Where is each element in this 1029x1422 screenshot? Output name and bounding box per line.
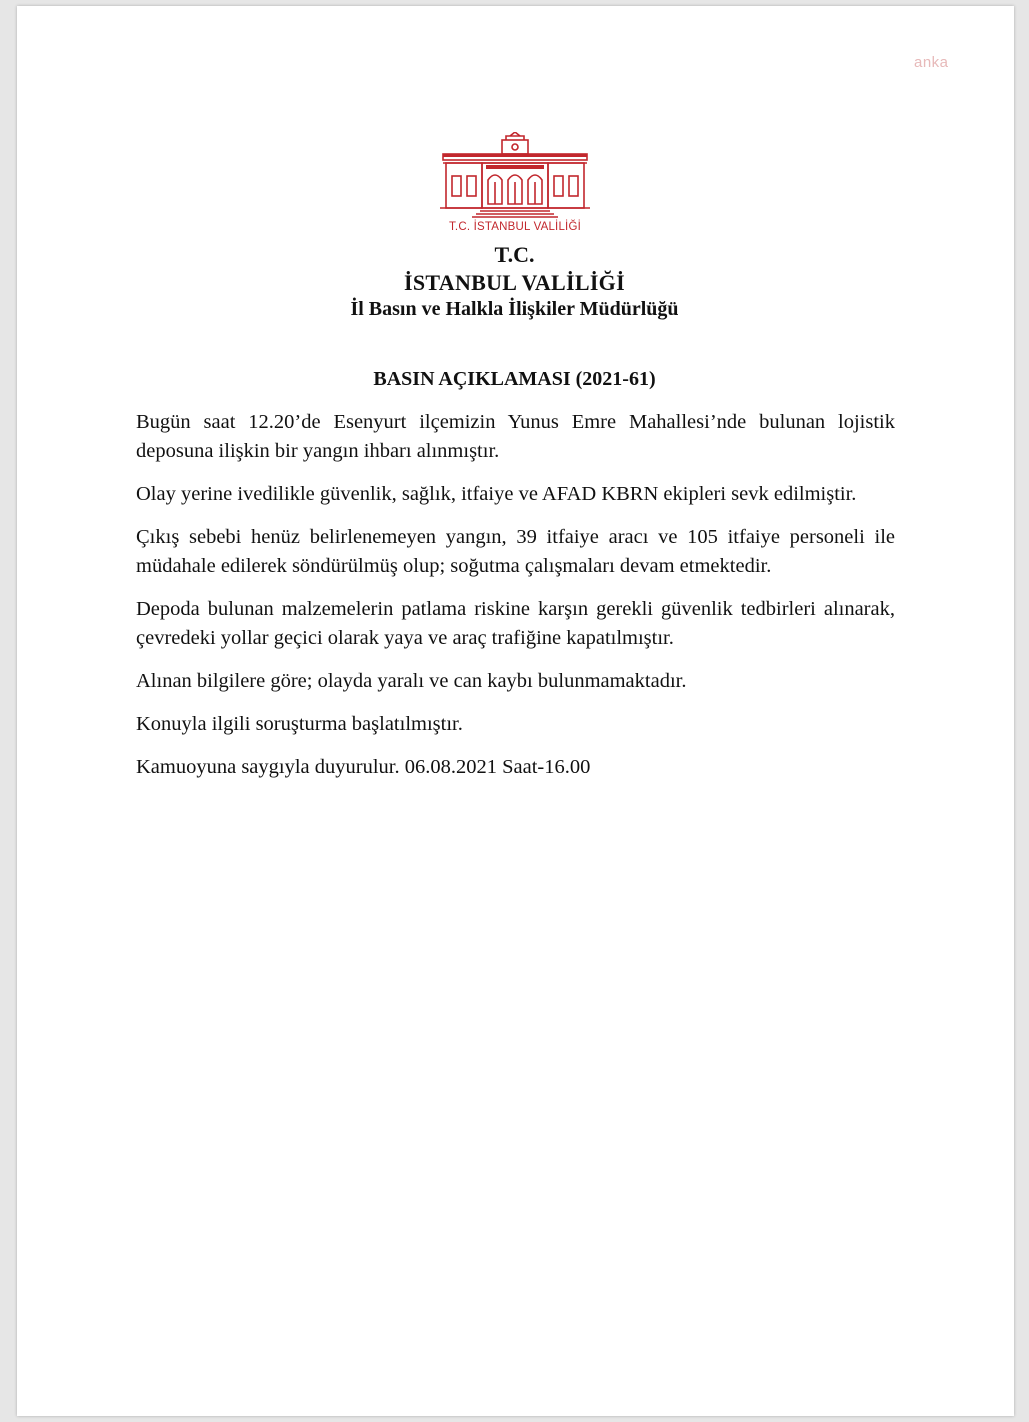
press-release-body	[136, 408, 895, 796]
press-release-title: BASIN AÇIKLAMASI (2021-61)	[373, 368, 656, 390]
governorship-building-icon	[440, 132, 590, 220]
header-tc: T.C.	[494, 242, 535, 267]
header-governorship: İSTANBUL VALİLİĞİ	[404, 270, 625, 295]
paragraph-5: Alınan bilgilere göre; olayda yaralı ve can kaybı bulunmamaktadır.	[136, 670, 687, 692]
logo-caption: T.C. İSTANBUL VALİLİĞİ	[448, 221, 581, 233]
watermark-text: anka	[914, 54, 949, 71]
governorship-logo	[440, 132, 590, 238]
paragraph-6: Konuyla ilgili soruşturma başlatılmıştır.	[136, 713, 463, 735]
paragraph-1: Bugün saat 12.20’de Esenyurt ilçemizin Yunus Emre Mahallesi’nde bulunan lojistik deposuna ilişkin bir yangın ihbarı alınmıştır.	[136, 411, 895, 462]
paragraph-7: Kamuoyuna saygıyla duyurulur. 06.08.2021 Saat-16.00	[136, 756, 591, 778]
paragraph-4: Depoda bulunan malzemelerin patlama riskine karşın gerekli güvenlik tedbirleri alınarak, çevredeki yollar geçici olarak yaya ve araç trafiğine kapatılmıştır.	[136, 598, 895, 649]
header-directorate: İl Basın ve Halkla İlişkiler Müdürlüğü	[350, 298, 679, 320]
paragraph-2: Olay yerine ivedilikle güvenlik, sağlık, itfaiye ve AFAD KBRN ekipleri sevk edilmiştir.	[136, 483, 857, 505]
paragraph-3: Çıkış sebebi henüz belirlenemeyen yangın, 39 itfaiye aracı ve 105 itfaiye personeli ile müdahale edilerek söndürülmüş olup; soğutma çalışmaları devam etmektedir.	[136, 526, 895, 577]
